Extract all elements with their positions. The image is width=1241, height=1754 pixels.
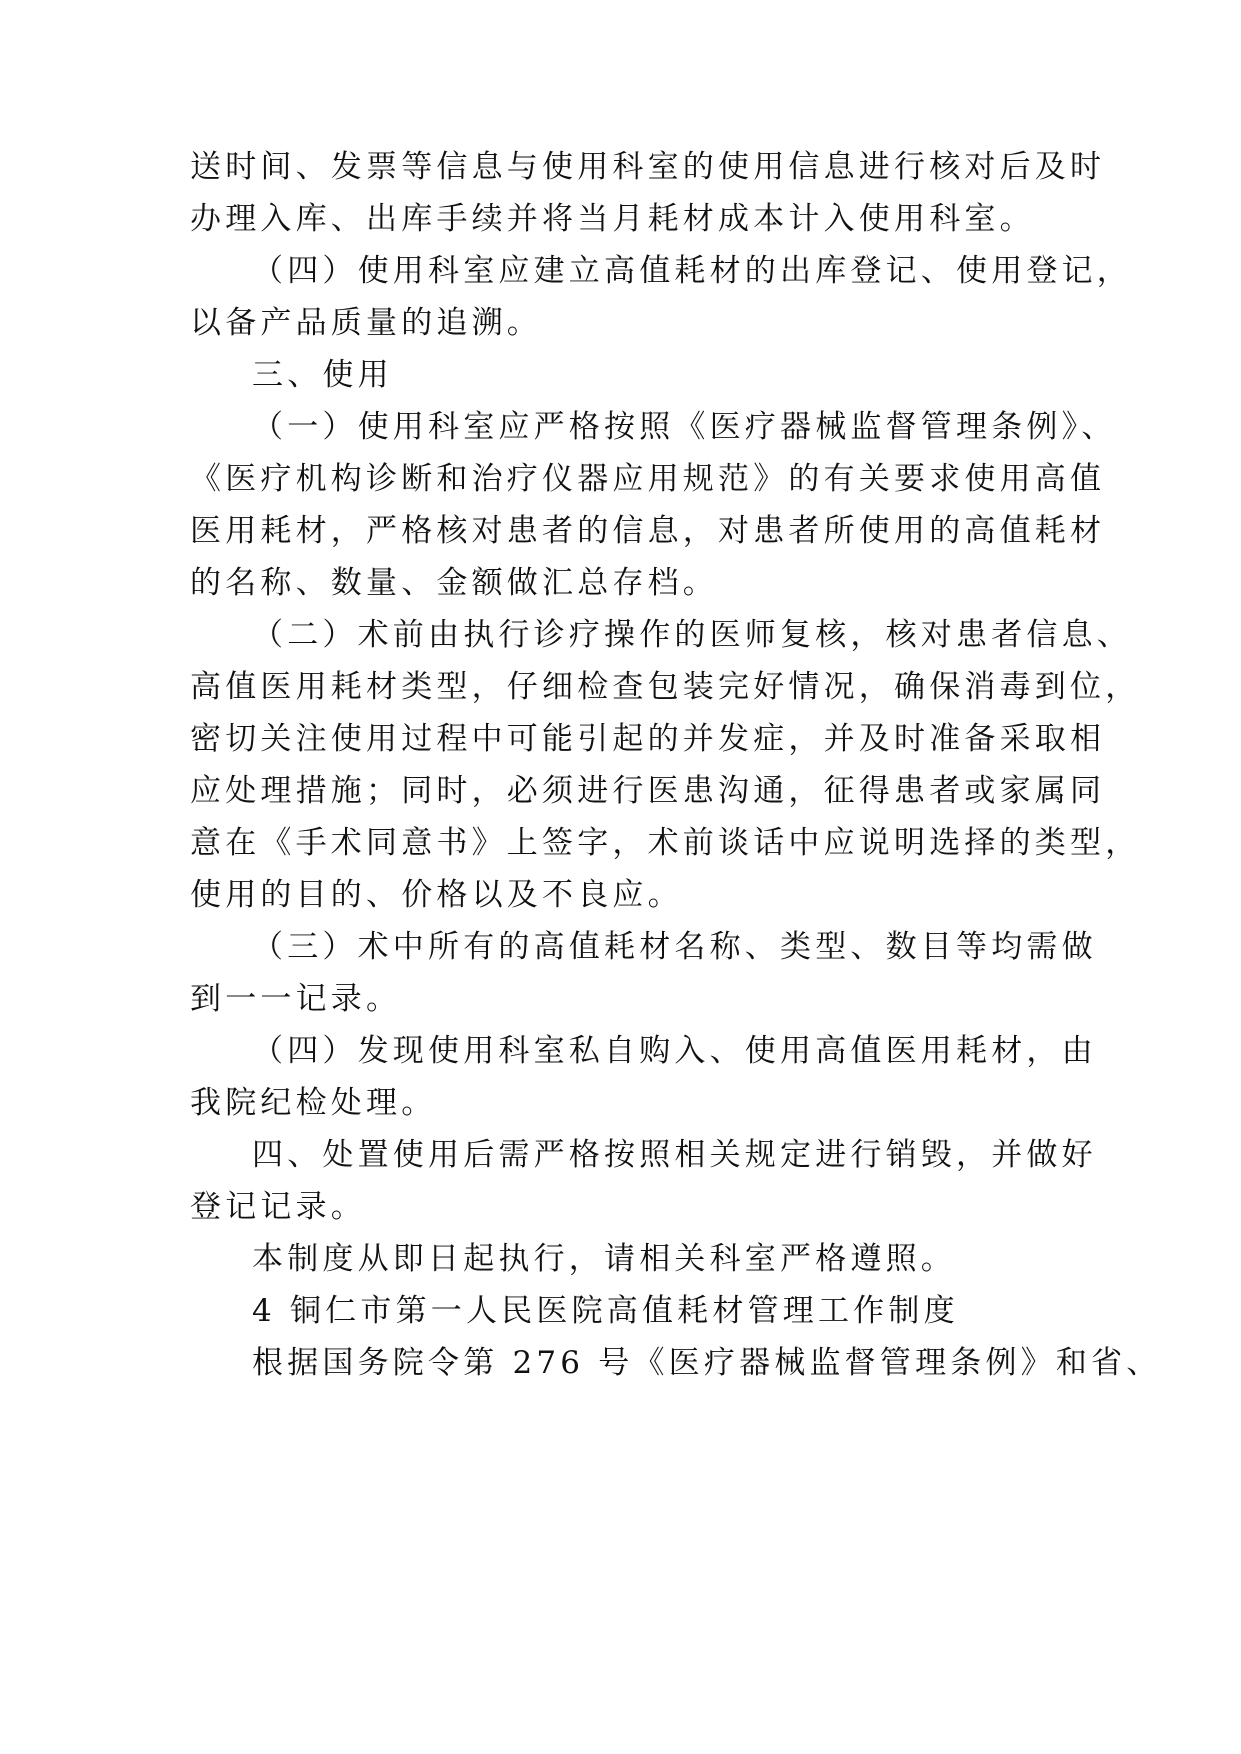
text-line: 根据国务院令第 276 号《医疗器械监督管理条例》和省、 bbox=[252, 1345, 1162, 1381]
document-heading: 4 铜仁市第一人民医院高值耗材管理工作制度 bbox=[252, 1293, 959, 1329]
text-line: （四）使用科室应建立高值耗材的出库登记、使用登记， bbox=[252, 253, 1132, 289]
text-line: 到一一记录。 bbox=[190, 981, 402, 1017]
text-line: 本制度从即日起执行，请相关科室严格遵照。 bbox=[252, 1241, 956, 1277]
text-line: 密切关注使用过程中可能引起的并发症，并及时准备采取相 bbox=[190, 721, 1106, 757]
text-line: 《医疗机构诊断和治疗仪器应用规范》的有关要求使用高值 bbox=[190, 461, 1106, 497]
text-line: 以备产品质量的追溯。 bbox=[190, 305, 542, 341]
text-line: 办理入库、出库手续并将当月耗材成本计入使用科室。 bbox=[190, 201, 1035, 237]
section-heading: 四、处置使用后需严格按照相关规定进行销毁，并做好 bbox=[252, 1137, 1097, 1173]
text-line: 应处理措施；同时，必须进行医患沟通，征得患者或家属同 bbox=[190, 773, 1106, 809]
text-line: （一）使用科室应严格按照《医疗器械监督管理条例》、 bbox=[252, 409, 1117, 445]
text-line: 医用耗材，严格核对患者的信息，对患者所使用的高值耗材 bbox=[190, 513, 1106, 549]
text-line: 意在《手术同意书》上签字，术前谈话中应说明选择的类型， bbox=[190, 825, 1141, 861]
text-line: （三）术中所有的高值耗材名称、类型、数目等均需做 bbox=[252, 929, 1097, 965]
text-line: 登记记录。 bbox=[190, 1189, 366, 1225]
text-line: 送时间、发票等信息与使用科室的使用信息进行核对后及时 bbox=[190, 149, 1106, 185]
text-line: （四）发现使用科室私自购入、使用高值医用耗材，由 bbox=[252, 1033, 1097, 1069]
text-line: 使用的目的、价格以及不良应。 bbox=[190, 877, 683, 913]
section-heading: 三、使用 bbox=[252, 357, 393, 393]
text-line: （二）术前由执行诊疗操作的医师复核，核对患者信息、 bbox=[252, 617, 1132, 653]
text-line: 的名称、数量、金额做汇总存档。 bbox=[190, 565, 718, 601]
text-line: 我院纪检处理。 bbox=[190, 1085, 437, 1121]
text-line: 高值医用耗材类型，仔细检查包装完好情况，确保消毒到位， bbox=[190, 669, 1141, 705]
